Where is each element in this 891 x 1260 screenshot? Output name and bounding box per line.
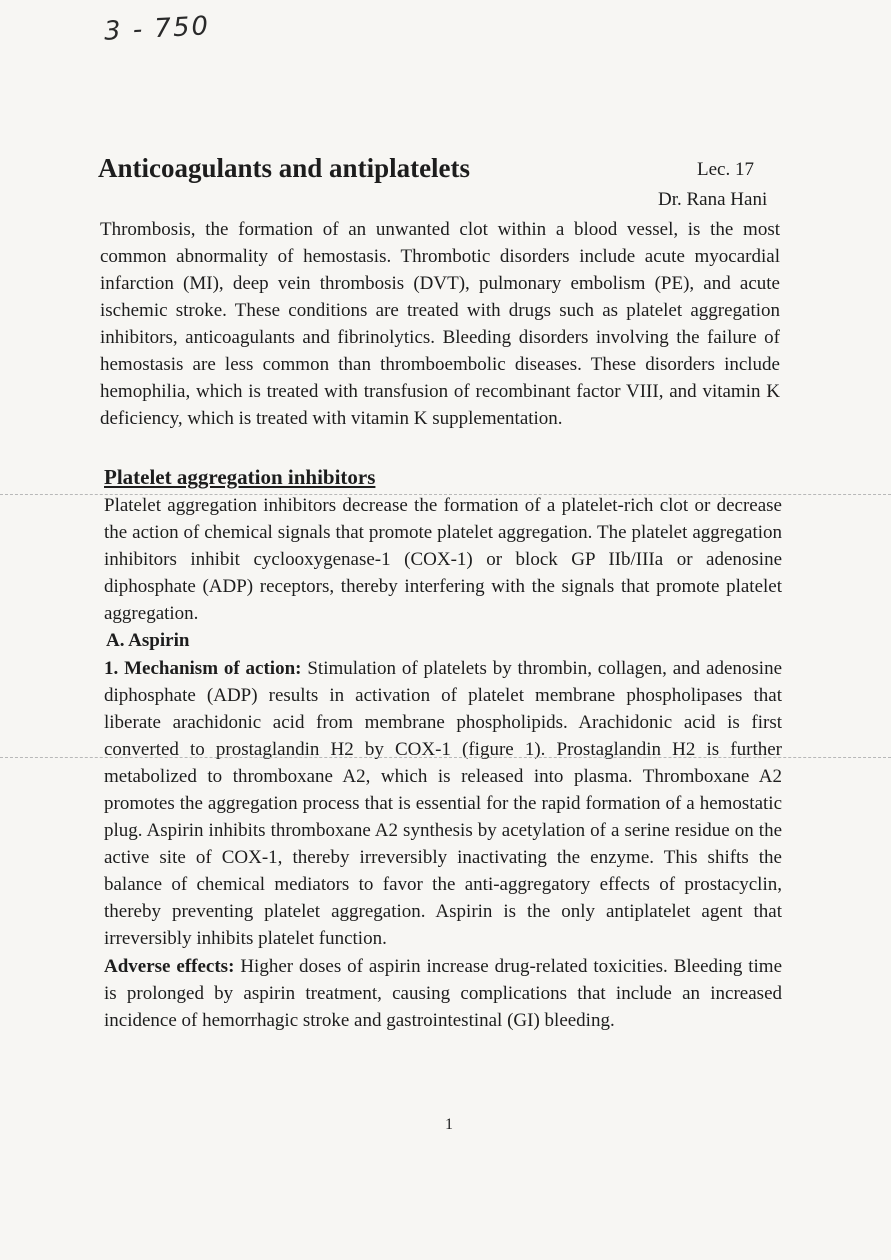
- handwritten-annotation: 3 - 750: [103, 11, 211, 47]
- intro-paragraph: Thrombosis, the formation of an unwanted clot within a blood vessel, is the most common abnormality of hemostasis. Thrombotic disorders include acute myocardial infarction (MI), deep vein thrombosis (DVT), pulmonary embolism (PE), and acute ischemic stroke. These conditions are treated with drugs such as platelet aggregation inhibitors, anticoagulants and fibrinolytics. Bleeding disorders involving the failure of hemostasis are less common than thromboembolic diseases. These disorders include hemophilia, which is treated with transfusion of recombinant factor VIII, and vitamin K deficiency, which is treated with vitamin K supplementation.: [100, 219, 780, 429]
- document-title: Anticoagulants and antiplatelets: [98, 153, 471, 183]
- lecture-number: Lec. 17: [697, 159, 754, 180]
- section-paragraph: Platelet aggregation inhibitors decrease the formation of a platelet-rich clot or decrease the action of chemical signals that promote platelet aggregation. The platelet aggregation inhibitors inhibit cyclooxygenase-1 (COX-1) or block GP IIb/IIIa or adenosine diphosphate (ADP) receptors, thereby interfering with the signals that promote platelet aggregation.: [104, 495, 782, 624]
- section-heading: Platelet aggregation inhibitors: [104, 465, 376, 489]
- page-number: 1: [445, 1116, 453, 1133]
- author-name: Dr. Rana Hani: [658, 189, 768, 210]
- subsection-heading: A. Aspirin: [106, 630, 190, 651]
- adverse-effects-label: Adverse effects:: [104, 956, 235, 977]
- adverse-effects-paragraph: [104, 953, 782, 1034]
- mechanism-label: 1. Mechanism of action:: [104, 658, 302, 679]
- mechanism-paragraph: [104, 655, 782, 952]
- mechanism-text: Stimulation of platelets by thrombin, collagen, and adenosine diphosphate (ADP) results in activation of platelet membrane phospholipases that liberate arachidonic acid from membrane phospholipids. Arachidonic acid is first converted to prostaglandin H2 by COX-1 (figure 1). Prostaglandin H2 is further metabolized to thromboxane A2, which is released into plasma. Thromboxane A2 promotes the aggregation process that is essential for the rapid formation of a hemostatic plug. Aspirin inhibits thromboxane A2 synthesis by acetylation of a serine residue on the active site of COX-1, thereby irreversibly inactivating the enzyme. This shifts the balance of chemical mediators to favor the anti-aggregatory effects of prostacyclin, thereby preventing platelet aggregation. Aspirin is the only antiplatelet agent that irreversibly inhibits platelet function.: [104, 658, 783, 949]
- adverse-effects-text: Higher doses of aspirin increase drug-related toxicities. Bleeding time is prolonged by aspirin treatment, causing complications that include an increased incidence of hemorrhagic stroke and gastrointestinal (GI) bleeding.: [104, 956, 783, 1031]
- scan-artifact-line: [0, 757, 891, 758]
